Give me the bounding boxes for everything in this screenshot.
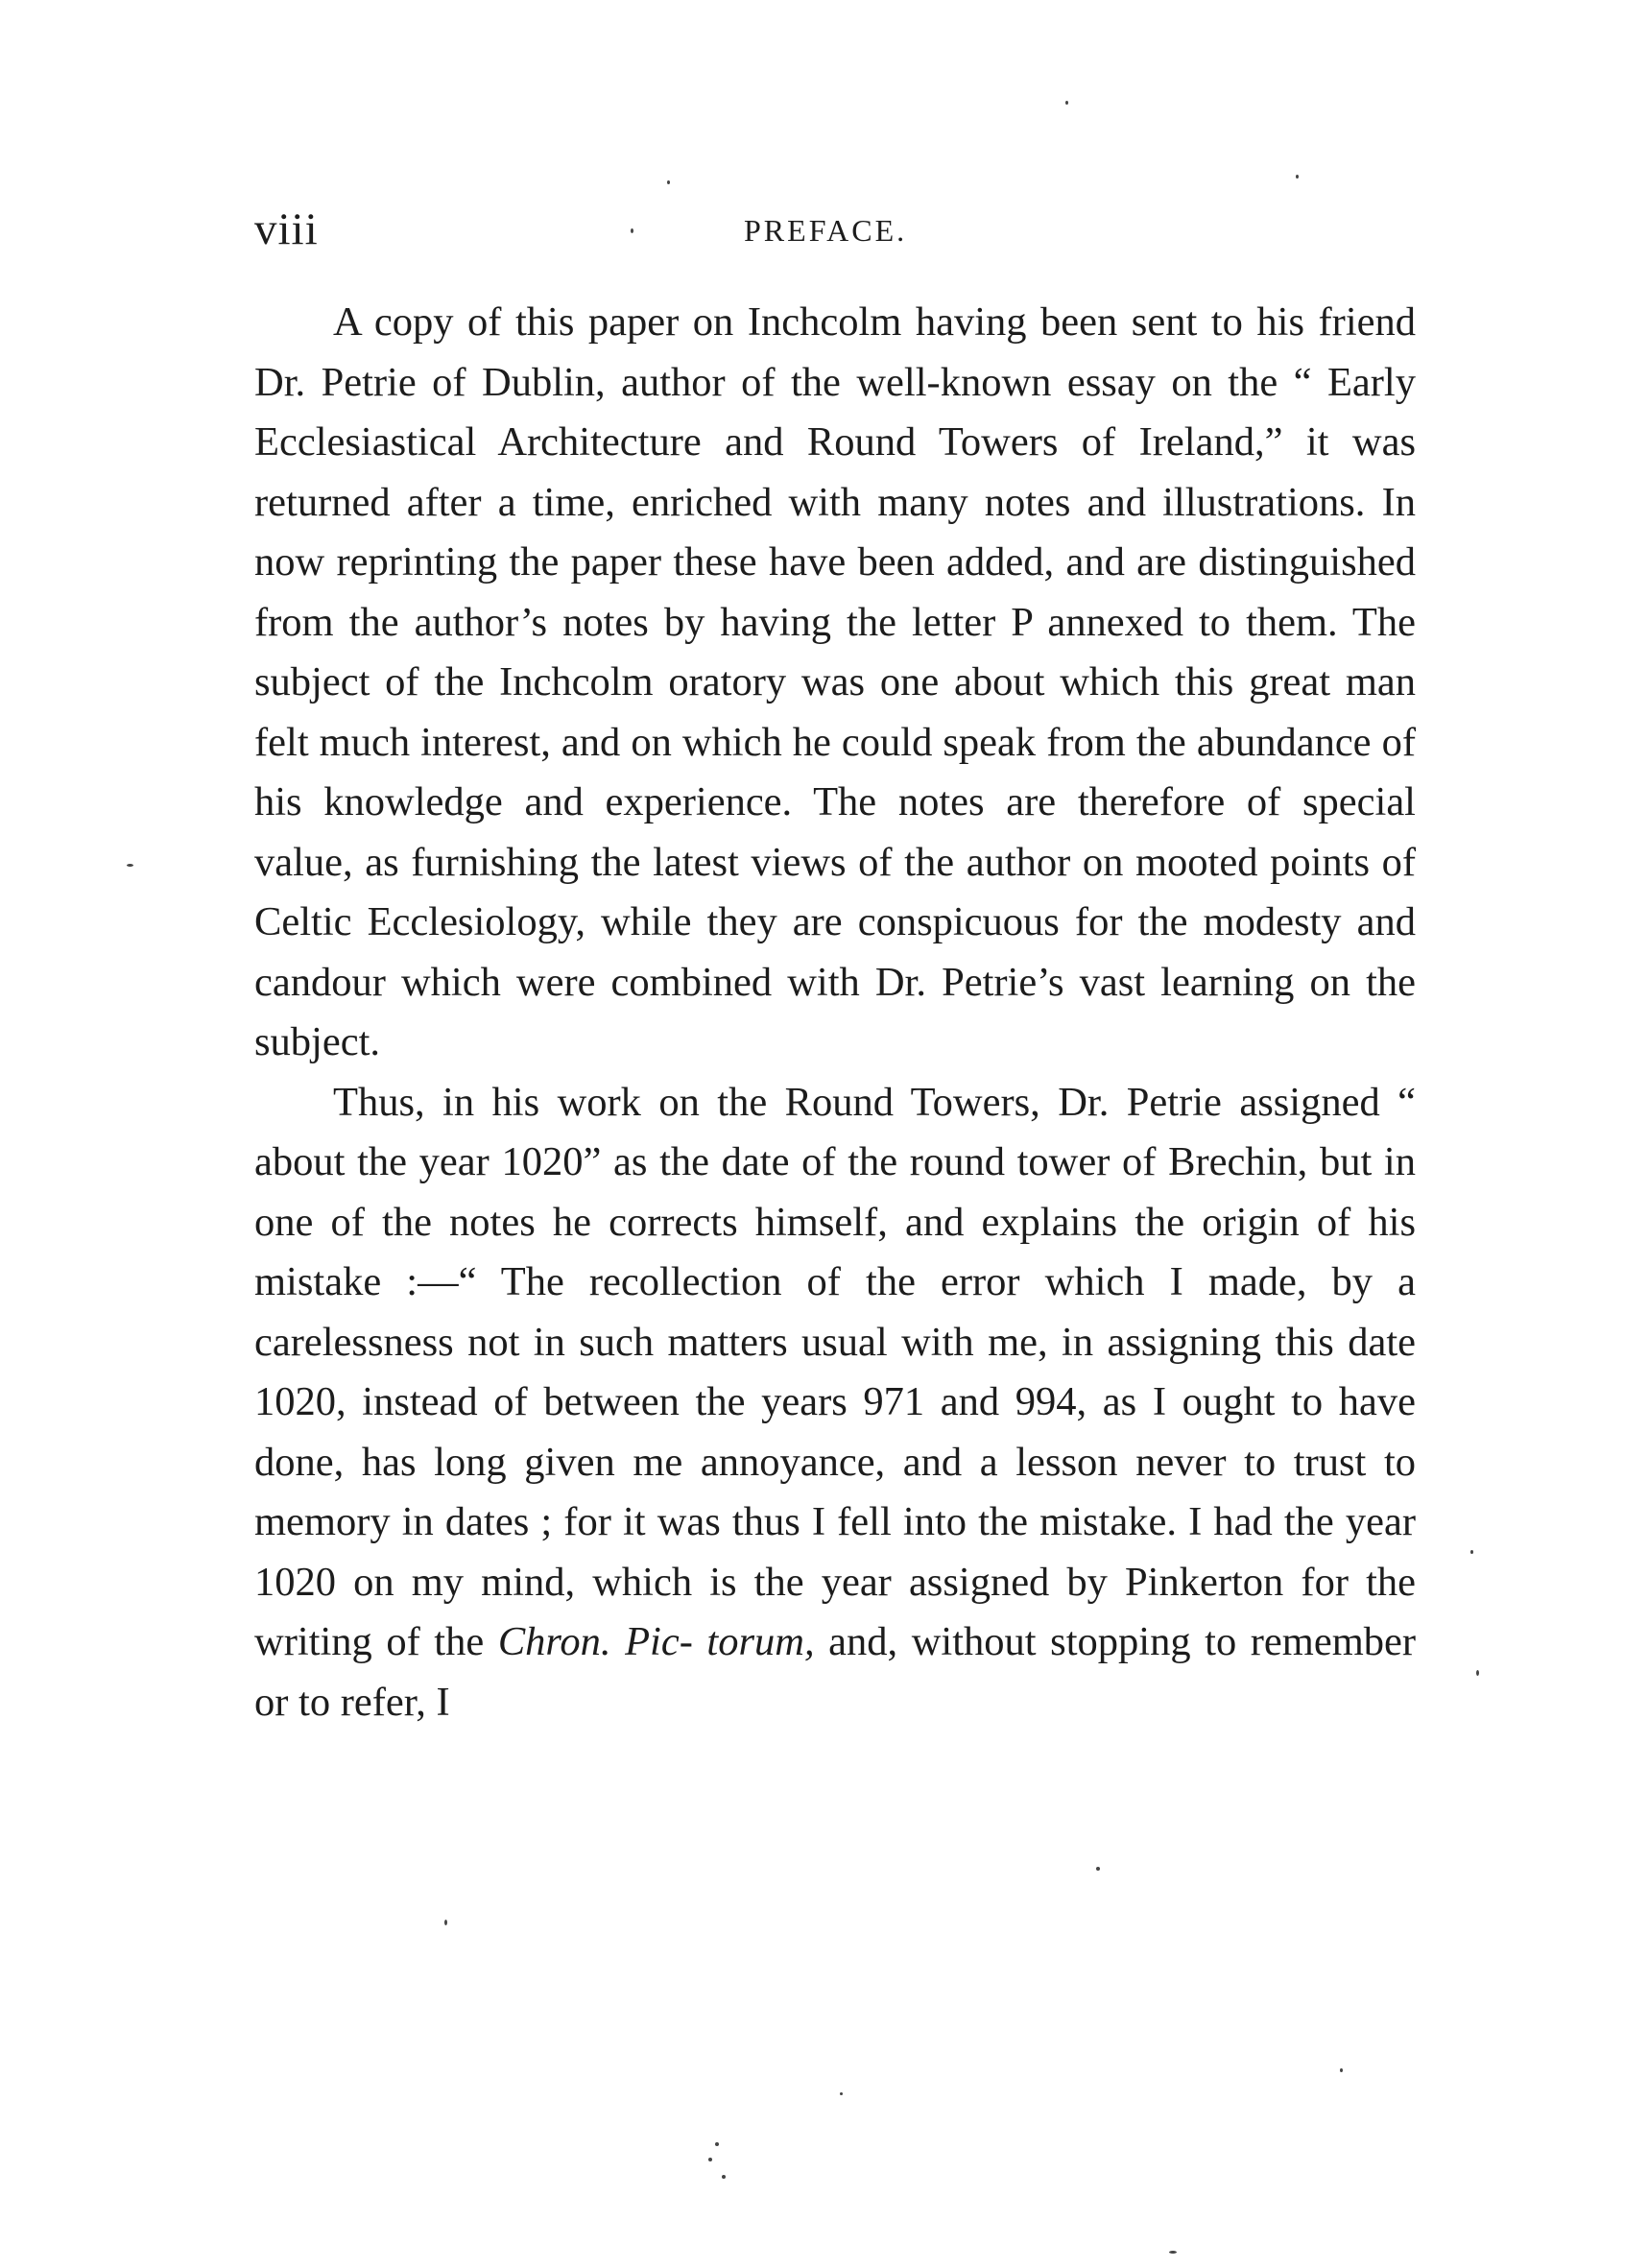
running-head: PREFACE. xyxy=(744,213,908,248)
scan-speck xyxy=(840,2092,843,2095)
italic-title: Chron. Pic- torum, xyxy=(497,1619,815,1664)
scan-speck xyxy=(667,180,670,184)
body-text xyxy=(254,293,1416,1732)
paragraph-1: A copy of this paper on Inchcolm having been sent to his friend Dr. Petrie of Dublin, author of the well-known essay on the “ Early Ecclesiastical Architecture and Round Towers of Ireland,” it was returned after a time, enriched with many notes and illustrations. In now reprinting the paper these have been added, and are distinguished from the author’s notes by having the letter P annexed to them. The subject of the Inchcolm oratory was one about which this great man felt much interest, and on which he could speak from the abundance of his knowledge and experience. The notes are therefore of special value, as furnishing the latest views of the author on mooted points of Celtic Ecclesiology, while they are conspicuous for the modesty and candour which were combined with Dr. Petrie’s vast learning on the subject. xyxy=(254,299,1416,1064)
scan-speck xyxy=(1340,2068,1343,2072)
paragraph-2-closing: and, without stopping to remember or to refer, I xyxy=(254,1619,1417,1725)
scan-speck xyxy=(1476,1670,1479,1676)
scan-speck xyxy=(631,228,633,233)
scan-speck xyxy=(708,2158,712,2161)
scan-speck xyxy=(722,2175,726,2179)
scan-speck xyxy=(444,1920,447,1925)
scan-speck xyxy=(1096,1867,1100,1871)
page-header xyxy=(254,203,1416,261)
scan-speck xyxy=(1169,2251,1177,2254)
paragraph-2 xyxy=(254,1073,1416,1733)
scan-speck xyxy=(1470,1550,1473,1554)
scan-speck xyxy=(715,2142,719,2146)
scan-speck xyxy=(127,864,133,867)
paragraph-2-text: Thus, in his work on the Round Towers, Dr. Petrie assigned “ about the year 1020” as the date of the round tower of Brechin, but in one of the notes he corrects himself, and explains the origin of his mistake :—“ The recollection of the error which I made, by a carelessness not in such matters usual with me, in assigning this date 1020, instead of between the years 971 and 994, as I ought to have done, has long given me annoyance, and a lesson never to trust to memory in dates ; for it was thus I fell into the mistake. I had the year 1020 on my mind, which is the year assigned by Pinkerton for the writing of the xyxy=(254,1079,1416,1664)
scan-speck xyxy=(1065,101,1068,105)
scan-speck xyxy=(1296,175,1299,179)
page-number: viii xyxy=(254,204,319,254)
